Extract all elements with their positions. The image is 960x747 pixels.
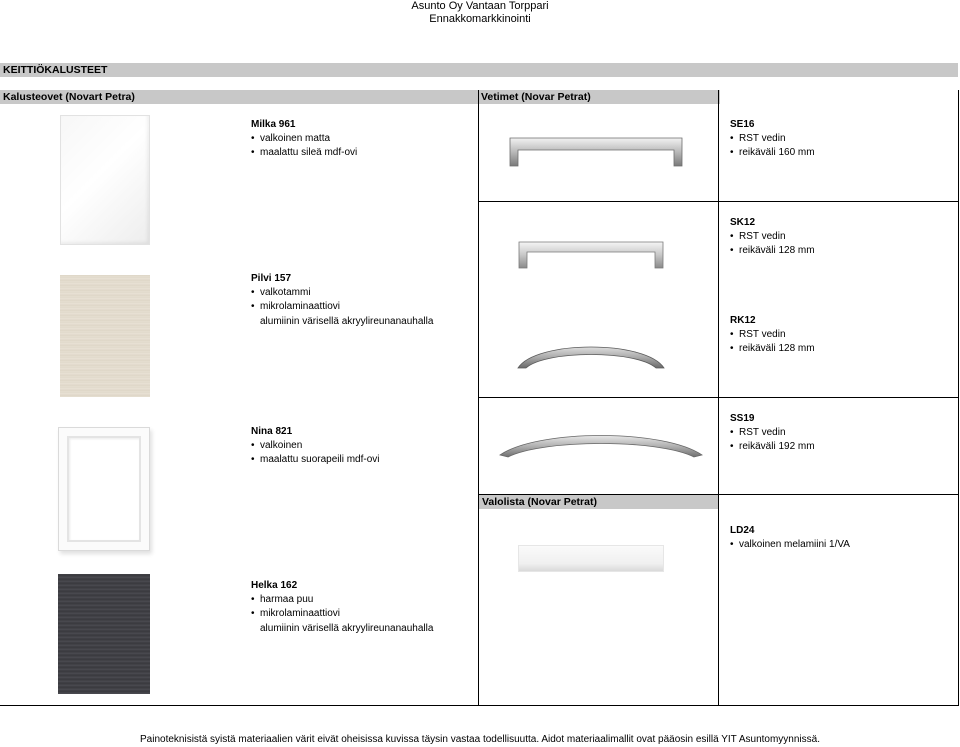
doors-heading: Kalusteovet (Novart Petra) <box>0 90 478 104</box>
door-item-pilvi <box>251 272 476 329</box>
door-item-milka <box>251 118 471 161</box>
valance-detail: • valkoinen melamiini 1/VA <box>730 538 950 552</box>
handle-item-rk12 <box>730 314 950 357</box>
valance-strip <box>518 545 664 572</box>
door-detail: • valkoinen matta <box>251 132 471 146</box>
door-detail: alumiinin värisellä akryylireunanauhalla <box>260 315 434 327</box>
handle-item-se16 <box>730 118 950 161</box>
valance-heading: Valolista (Novar Petrat) <box>479 495 718 509</box>
footer-disclaimer: Painoteknisistä syistä materiaalien värit eivät oheisissa kuvissa täysin vastaa todellisuutta. Aidot materiaalimallit ovat pääosin esillä YIT Asuntomyynnissä. <box>140 734 820 745</box>
handle-name: RK12 <box>730 315 756 326</box>
column-divider <box>958 90 959 706</box>
nina-821-swatch <box>58 427 150 551</box>
handle-name: SK12 <box>730 217 756 228</box>
handle-detail: • RST vedin <box>730 230 950 244</box>
door-name: Milka 961 <box>251 119 296 130</box>
door-name: Pilvi 157 <box>251 273 292 284</box>
door-name: Nina 821 <box>251 426 293 437</box>
row-divider <box>479 201 958 202</box>
handle-detail: • reikäväli 160 mm <box>730 146 950 160</box>
handle-bar-icon <box>506 130 686 170</box>
handle-detail: • RST vedin <box>730 426 950 440</box>
valance-item-ld24 <box>730 524 950 552</box>
page-subtitle: Ennakkomarkkinointi <box>429 13 531 25</box>
helka-162-swatch <box>58 574 150 694</box>
door-name: Helka 162 <box>251 580 298 591</box>
pilvi-157-swatch <box>60 275 150 397</box>
section-title: KEITTIÖKALUSTEET <box>0 63 958 77</box>
door-item-nina <box>251 425 471 468</box>
door-detail: alumiinin värisellä akryylireunanauhalla <box>260 622 434 634</box>
row-divider <box>479 397 958 398</box>
door-detail: • valkoinen <box>251 439 471 453</box>
handle-detail: • RST vedin <box>730 132 950 146</box>
row-divider <box>0 705 959 706</box>
handle-detail: • RST vedin <box>730 328 950 342</box>
company-name: Asunto Oy Vantaan Torppari <box>411 0 549 12</box>
handle-detail: • reikäväli 128 mm <box>730 244 950 258</box>
handle-detail: • reikäväli 192 mm <box>730 440 950 454</box>
door-detail: • mikrolaminaattiovi <box>251 300 476 314</box>
valance-name: LD24 <box>730 525 755 536</box>
door-detail: • maalattu suorapeili mdf-ovi <box>251 453 471 467</box>
door-detail: • valkotammi <box>251 286 476 300</box>
handle-item-sk12 <box>730 216 950 259</box>
handle-bow-icon <box>498 425 704 461</box>
handle-bar-icon <box>516 236 666 272</box>
door-detail: • maalattu sileä mdf-ovi <box>251 146 471 160</box>
column-divider <box>478 90 479 706</box>
door-detail: • mikrolaminaattiovi <box>251 607 476 621</box>
handle-item-ss19 <box>730 412 950 455</box>
door-detail: • harmaa puu <box>251 593 476 607</box>
milka-961-swatch <box>60 115 150 245</box>
door-item-helka <box>251 579 476 636</box>
handle-name: SE16 <box>730 119 755 130</box>
handle-name: SS19 <box>730 413 755 424</box>
handles-heading: Vetimet (Novar Petrat) <box>478 90 720 104</box>
handle-detail: • reikäväli 128 mm <box>730 342 950 356</box>
column-divider <box>718 90 719 706</box>
handle-arched-icon <box>516 330 666 370</box>
